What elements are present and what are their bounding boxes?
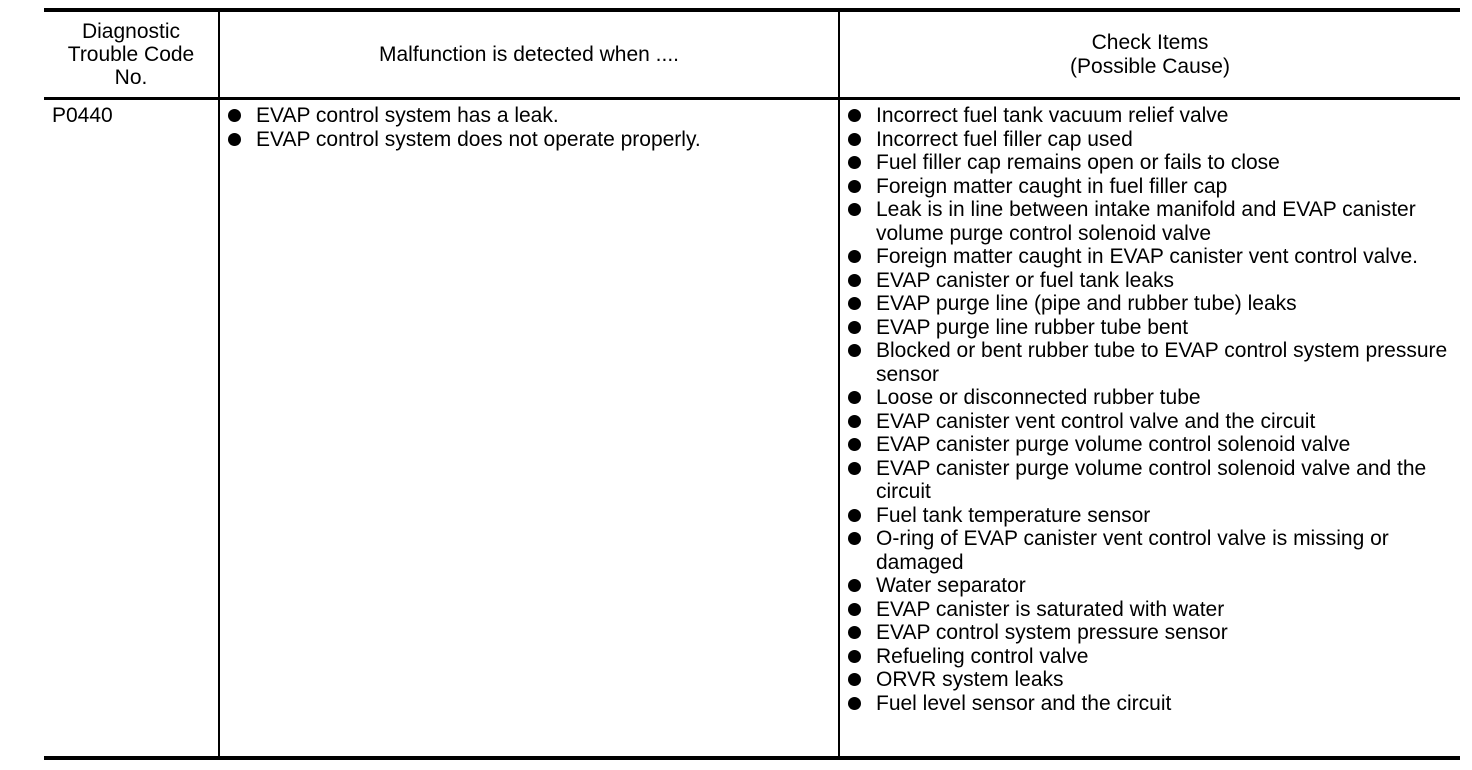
bullet-icon [848, 250, 861, 263]
list-item [846, 339, 1456, 386]
bullet-icon [848, 344, 861, 357]
list-item-text: Loose or disconnected rubber tube [876, 386, 1201, 409]
list-item [846, 386, 1456, 410]
list-item-text: O-ring of EVAP canister vent control valve is missing or damaged [876, 527, 1389, 574]
list-item-text: Fuel level sensor and the circuit [876, 691, 1172, 715]
bullet-icon [848, 321, 861, 334]
list-item-text: Fuel tank temperature sensor [876, 503, 1151, 527]
dtc-table [44, 8, 1460, 760]
list-item [846, 692, 1456, 716]
list-item-text: EVAP control system does not operate properly. [256, 127, 701, 151]
header-check-items [840, 12, 1460, 97]
bullet-icon [848, 415, 861, 428]
list-item-text: Incorrect fuel tank vacuum relief valve [876, 104, 1229, 127]
bullet-icon [848, 462, 861, 475]
list-item-text: Foreign matter caught in fuel filler cap [876, 174, 1228, 198]
table-bottom-rule [44, 756, 1460, 760]
list-item-text: Foreign matter caught in EVAP canister vent control valve. [876, 245, 1418, 268]
list-item-text: EVAP control system pressure sensor [876, 621, 1228, 644]
header-malfunction-detected [220, 12, 838, 97]
list-item [846, 269, 1456, 293]
column-divider [218, 8, 220, 760]
header-malfunction-text: Malfunction is detected when .... [379, 42, 679, 66]
header-dtc-number [44, 12, 218, 97]
bullet-icon [848, 673, 861, 686]
bullet-icon [848, 180, 861, 193]
bullet-icon [848, 579, 861, 592]
bullet-icon [848, 626, 861, 639]
list-item [846, 175, 1456, 199]
bullet-icon [848, 697, 861, 710]
list-item-text: EVAP purge line (pipe and rubber tube) leaks [876, 292, 1297, 315]
list-item [846, 504, 1456, 528]
list-item [846, 128, 1456, 152]
bullet-icon [848, 391, 861, 404]
list-item-text: EVAP canister is saturated with water [876, 597, 1225, 621]
list-item [846, 104, 1456, 128]
list-item-text: ORVR system leaks [876, 668, 1064, 691]
list-item [846, 151, 1456, 175]
bullet-icon [848, 438, 861, 451]
list-item [226, 104, 826, 128]
bullet-icon [848, 297, 861, 310]
list-item [846, 645, 1456, 669]
list-item [846, 527, 1456, 574]
list-item-text: EVAP canister vent control valve and the circuit [876, 409, 1316, 433]
list-item-text: Fuel filler cap remains open or fails to close [876, 151, 1280, 174]
list-item-text: Refueling control valve [876, 644, 1089, 668]
bullet-icon [848, 532, 861, 545]
dtc-code-value: P0440 [52, 104, 113, 127]
list-item [846, 198, 1456, 245]
list-item-text: Leak is in line between intake manifold and EVAP canister volume purge control solenoid valve [876, 198, 1416, 245]
bullet-icon [848, 603, 861, 616]
list-item-text: EVAP canister purge volume control solenoid valve and the circuit [876, 456, 1427, 503]
bullet-icon [848, 109, 861, 122]
header-dtc-number-text: Diagnostic Trouble Code No. [67, 20, 195, 89]
list-item [846, 410, 1456, 434]
list-item-text: EVAP canister purge volume control solenoid valve [876, 433, 1351, 456]
list-item-text: EVAP control system has a leak. [256, 104, 559, 127]
list-item [846, 668, 1456, 692]
bullet-icon [848, 203, 861, 216]
check-items-list [846, 104, 1456, 715]
column-divider [838, 8, 840, 760]
header-divider [44, 97, 1460, 100]
list-item-text: EVAP purge line rubber tube bent [876, 315, 1189, 339]
bullet-icon [848, 156, 861, 169]
list-item-text: Blocked or bent rubber tube to EVAP control system pressure sensor [876, 339, 1448, 386]
bullet-icon [848, 509, 861, 522]
list-item [846, 457, 1456, 504]
bullet-icon [228, 133, 241, 146]
list-item-text: Water separator [876, 574, 1026, 597]
list-item [846, 245, 1456, 269]
list-item [846, 292, 1456, 316]
bullet-icon [848, 133, 861, 146]
bullet-icon [228, 109, 241, 122]
bullet-icon [848, 650, 861, 663]
list-item-text: Incorrect fuel filler cap used [876, 127, 1133, 151]
list-item [846, 598, 1456, 622]
list-item [846, 621, 1456, 645]
header-check-items-text: Check Items (Possible Cause) [1070, 30, 1230, 78]
list-item-text: EVAP canister or fuel tank leaks [876, 268, 1175, 292]
bullet-icon [848, 274, 861, 287]
list-item [846, 433, 1456, 457]
list-item [846, 574, 1456, 598]
list-item [226, 128, 826, 152]
malfunction-list [226, 104, 826, 151]
list-item [846, 316, 1456, 340]
